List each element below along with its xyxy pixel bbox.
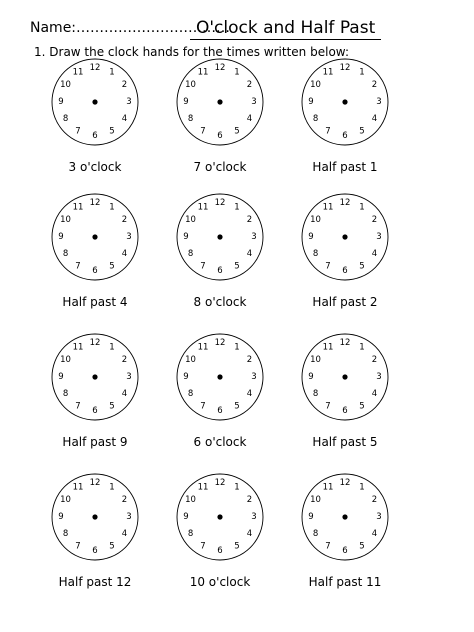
clock-number: 3: [251, 372, 257, 382]
clock-number: 12: [339, 338, 351, 348]
clock-number: 12: [214, 478, 226, 488]
clock-number: 10: [310, 80, 321, 90]
clock-number: 6: [92, 131, 98, 141]
clock-number: 2: [246, 215, 253, 225]
clock-number: 8: [312, 249, 319, 259]
clock-center-dot: [217, 234, 222, 239]
clock-number: 1: [109, 67, 115, 78]
clock-number: 10: [185, 495, 196, 505]
clock-number: 12: [339, 478, 351, 488]
clock-number: 10: [60, 215, 71, 225]
clock-number: 12: [89, 63, 101, 73]
clock-number: 6: [342, 131, 348, 141]
clock-number: 10: [60, 355, 71, 365]
clock-center-dot: [92, 374, 97, 379]
clock-number: 7: [75, 261, 81, 272]
clock-number: 11: [197, 342, 209, 353]
clock-number: 5: [359, 541, 365, 552]
clock-number: 11: [197, 482, 209, 493]
clock-number: 9: [183, 97, 189, 107]
clock-number: 1: [234, 67, 240, 78]
clock-number: 7: [200, 541, 206, 552]
clock-number: 5: [109, 401, 115, 412]
clock-number: 1: [109, 342, 115, 353]
clock-number: 2: [371, 495, 378, 505]
clock-number: 9: [58, 512, 64, 522]
clock-number: 9: [308, 97, 314, 107]
clock-center-dot: [342, 99, 347, 104]
clock-number: 9: [308, 232, 314, 242]
clock-number: 2: [371, 80, 378, 90]
clock-number: 8: [312, 389, 319, 399]
worksheet-title: O'clock and Half Past: [190, 18, 381, 40]
clock-time-label: Half past 12: [58, 575, 132, 589]
clock-number: 12: [89, 478, 101, 488]
clock-number: 6: [342, 406, 348, 416]
clock-number: 1: [234, 202, 240, 213]
clock-number: 1: [359, 342, 365, 353]
clock-number: 6: [342, 266, 348, 276]
clock-number: 11: [322, 67, 334, 78]
clock-time-label: Half past 9: [62, 435, 128, 449]
clock-number: 9: [183, 372, 189, 382]
clock-number: 3: [251, 512, 257, 522]
clock-number: 3: [376, 372, 382, 382]
clock-number: 8: [187, 389, 194, 399]
clock-number: 3: [126, 512, 132, 522]
clock-number: 12: [339, 63, 351, 73]
clock-number: 6: [92, 546, 98, 556]
clock-number: 3: [376, 512, 382, 522]
clock-number: 2: [371, 355, 378, 365]
clock-number: 4: [371, 114, 378, 124]
clock-number: 8: [187, 529, 194, 539]
clock-center-dot: [92, 234, 97, 239]
clock-number: 7: [200, 401, 206, 412]
clock-number: 10: [310, 495, 321, 505]
clock-item: [30, 470, 160, 605]
clock-number: 10: [60, 80, 71, 90]
clock-number: 1: [359, 67, 365, 78]
clock-number: 8: [62, 389, 69, 399]
clock-number: 1: [109, 482, 115, 493]
clock-number: 10: [185, 80, 196, 90]
clock-number: 1: [109, 202, 115, 213]
clock-number: 2: [246, 495, 253, 505]
clock-number: 9: [183, 232, 189, 242]
clock-number: 4: [121, 114, 128, 124]
clock-number: 1: [234, 482, 240, 493]
instruction-text: 1. Draw the clock hands for the times written below:: [34, 45, 349, 59]
clock-center-dot: [342, 374, 347, 379]
clock-number: 8: [187, 249, 194, 259]
clock-number: 5: [234, 401, 240, 412]
clock-number: 11: [322, 202, 334, 213]
clock-number: 4: [121, 529, 128, 539]
clock-number: 11: [72, 342, 84, 353]
clock-number: 11: [322, 342, 334, 353]
clock-number: 7: [325, 126, 331, 137]
clock-number: 5: [359, 126, 365, 137]
clock-center-dot: [342, 234, 347, 239]
clock-number: 2: [246, 80, 253, 90]
clock-number: 4: [246, 249, 253, 259]
clock-number: 3: [251, 232, 257, 242]
clock-number: 1: [234, 342, 240, 353]
clock-number: 9: [183, 512, 189, 522]
clock-time-label: Half past 1: [312, 160, 378, 174]
clock-number: 7: [325, 261, 331, 272]
clock-number: 6: [217, 546, 223, 556]
clock-item: [30, 55, 160, 190]
clock-face[interactable]: [175, 57, 265, 147]
clock-number: 7: [325, 401, 331, 412]
clock-number: 5: [234, 126, 240, 137]
clock-item: [155, 55, 285, 190]
clock-number: 10: [185, 215, 196, 225]
clock-center-dot: [217, 514, 222, 519]
clock-item: [30, 190, 160, 325]
clock-item: [280, 190, 410, 325]
clock-number: 11: [197, 67, 209, 78]
clock-face[interactable]: [50, 472, 140, 562]
clock-number: 6: [92, 406, 98, 416]
clock-number: 4: [371, 249, 378, 259]
clock-number: 4: [246, 114, 253, 124]
clock-number: 4: [371, 529, 378, 539]
clock-face[interactable]: [50, 57, 140, 147]
clock-number: 5: [359, 401, 365, 412]
clock-face[interactable]: [300, 57, 390, 147]
clock-number: 3: [126, 97, 132, 107]
clock-number: 9: [308, 372, 314, 382]
clock-number: 7: [325, 541, 331, 552]
clock-number: 2: [121, 215, 128, 225]
clock-number: 6: [92, 266, 98, 276]
clock-number: 5: [109, 261, 115, 272]
worksheet-header: [30, 18, 450, 40]
clock-number: 8: [187, 114, 194, 124]
clock-number: 7: [200, 126, 206, 137]
clock-item: [30, 330, 160, 465]
clock-face[interactable]: [175, 192, 265, 282]
clock-number: 10: [185, 355, 196, 365]
clock-center-dot: [92, 99, 97, 104]
clock-face[interactable]: [175, 332, 265, 422]
clock-number: 12: [214, 338, 226, 348]
clock-face[interactable]: [300, 472, 390, 562]
clock-number: 7: [75, 541, 81, 552]
clock-number: 6: [342, 546, 348, 556]
clock-number: 8: [62, 529, 69, 539]
clock-number: 10: [60, 495, 71, 505]
clock-number: 2: [121, 495, 128, 505]
clock-number: 5: [109, 541, 115, 552]
clock-number: 4: [121, 389, 128, 399]
clock-time-label: 7 o'clock: [193, 160, 247, 174]
clock-number: 3: [376, 232, 382, 242]
clock-number: 8: [62, 249, 69, 259]
clock-number: 9: [58, 232, 64, 242]
clock-number: 11: [322, 482, 334, 493]
clock-number: 3: [251, 97, 257, 107]
clock-number: 5: [234, 541, 240, 552]
clock-number: 2: [371, 215, 378, 225]
clock-time-label: Half past 2: [312, 295, 378, 309]
clock-number: 5: [109, 126, 115, 137]
clock-time-label: Half past 11: [308, 575, 382, 589]
clock-number: 8: [312, 114, 319, 124]
clock-time-label: 8 o'clock: [193, 295, 247, 309]
clock-face[interactable]: [50, 192, 140, 282]
clock-time-label: Half past 4: [62, 295, 128, 309]
clock-item: [280, 55, 410, 190]
clock-number: 1: [359, 482, 365, 493]
clock-number: 3: [376, 97, 382, 107]
clock-center-dot: [92, 514, 97, 519]
clock-number: 12: [214, 198, 226, 208]
clock-number: 3: [126, 232, 132, 242]
clock-number: 8: [312, 529, 319, 539]
clock-time-label: 6 o'clock: [193, 435, 247, 449]
clock-number: 9: [58, 372, 64, 382]
clock-number: 9: [308, 512, 314, 522]
clock-face[interactable]: [300, 192, 390, 282]
clock-center-dot: [342, 514, 347, 519]
clock-number: 12: [89, 338, 101, 348]
clock-number: 1: [359, 202, 365, 213]
clock-number: 7: [75, 401, 81, 412]
clock-number: 6: [217, 266, 223, 276]
clock-item: [155, 470, 285, 605]
clock-number: 7: [200, 261, 206, 272]
clock-number: 11: [72, 67, 84, 78]
clock-number: 2: [121, 355, 128, 365]
clock-number: 12: [214, 63, 226, 73]
clock-face[interactable]: [50, 332, 140, 422]
clock-item: [280, 470, 410, 605]
clock-number: 7: [75, 126, 81, 137]
clock-number: 4: [371, 389, 378, 399]
clock-number: 4: [121, 249, 128, 259]
clock-number: 9: [58, 97, 64, 107]
clock-time-label: 10 o'clock: [189, 575, 251, 589]
clock-number: 5: [234, 261, 240, 272]
clock-number: 4: [246, 389, 253, 399]
clock-number: 2: [246, 355, 253, 365]
clock-number: 11: [72, 202, 84, 213]
clock-number: 11: [72, 482, 84, 493]
clock-number: 4: [246, 529, 253, 539]
name-field-label: Name:……………………………: [30, 20, 231, 36]
clock-number: 11: [197, 202, 209, 213]
clock-center-dot: [217, 99, 222, 104]
clock-number: 8: [62, 114, 69, 124]
clock-number: 3: [126, 372, 132, 382]
clock-number: 6: [217, 131, 223, 141]
clock-number: 2: [121, 80, 128, 90]
clock-face[interactable]: [175, 472, 265, 562]
clock-number: 6: [217, 406, 223, 416]
clock-grid: [25, 55, 455, 595]
clock-center-dot: [217, 374, 222, 379]
clock-number: 12: [89, 198, 101, 208]
clock-number: 10: [310, 215, 321, 225]
clock-item: [155, 330, 285, 465]
clock-face[interactable]: [300, 332, 390, 422]
clock-number: 10: [310, 355, 321, 365]
clock-item: [280, 330, 410, 465]
clock-time-label: Half past 5: [312, 435, 378, 449]
clock-time-label: 3 o'clock: [68, 160, 122, 174]
clock-number: 12: [339, 198, 351, 208]
clock-item: [155, 190, 285, 325]
clock-number: 5: [359, 261, 365, 272]
